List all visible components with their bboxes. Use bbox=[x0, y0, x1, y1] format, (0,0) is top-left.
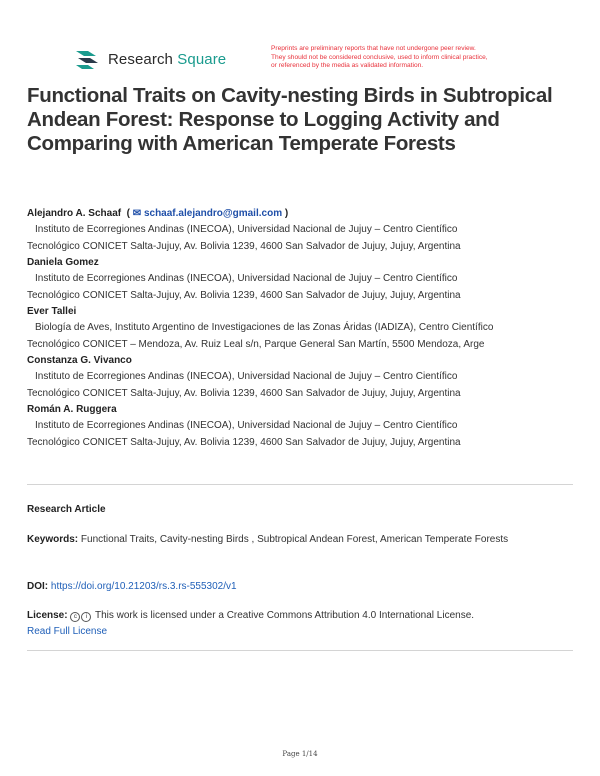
page-number: Page 1/14 bbox=[282, 750, 318, 758]
author-name: Román A. Ruggera bbox=[27, 404, 117, 415]
read-full-license-link[interactable]: Read Full License bbox=[27, 626, 108, 637]
paper-title: Functional Traits on Cavity-nesting Birds in Subtropical Andean Forest: Response to Logging Activity and Comparing with American Temperate Forests bbox=[27, 84, 553, 155]
cc-by-icon: i bbox=[81, 612, 91, 622]
author-affiliation: Biología de Aves, Instituto Argentino de Investigaciones de las Zonas Áridas (IADIZA), Centro Científico Tecnológico CONICET – Mendoza, Av. Ruiz Leal s/n, Parque General San Martín, 5500 Mendoza, Arge bbox=[27, 322, 494, 350]
section-divider bbox=[27, 484, 573, 485]
keywords-label: Keywords: bbox=[27, 534, 79, 545]
license-text: This work is licensed under a Creative Commons Attribution 4.0 International License. bbox=[94, 610, 475, 621]
article-type: Research Article bbox=[27, 504, 106, 515]
author-affiliation: Instituto de Ecorregiones Andinas (INECOA), Universidad Nacional de Jujuy – Centro Científico Tecnológico CONICET Salta-Jujuy, Av. Bolivia 1239, 4600 San Salvador de Jujuy, Jujuy, Argentina bbox=[27, 273, 461, 301]
author-name: Daniela Gomez bbox=[27, 257, 99, 268]
author-block bbox=[27, 353, 577, 402]
research-square-logo-icon bbox=[74, 48, 100, 70]
section-divider bbox=[27, 650, 573, 651]
license-label: License: bbox=[27, 610, 68, 621]
email-icon: ✉ bbox=[132, 208, 142, 219]
logo-text: Research Square bbox=[108, 50, 227, 68]
author-block bbox=[27, 304, 577, 353]
author-affiliation: Instituto de Ecorregiones Andinas (INECOA), Universidad Nacional de Jujuy – Centro Científico Tecnológico CONICET Salta-Jujuy, Av. Bolivia 1239, 4600 San Salvador de Jujuy, Jujuy, Argentina bbox=[27, 420, 461, 448]
author-block bbox=[27, 402, 577, 451]
license-section bbox=[27, 608, 573, 640]
author-name: Constanza G. Vivanco bbox=[27, 355, 132, 366]
author-block: Alejandro A. Schaaf ( ✉ schaaf.alejandro@gmail.com ) Instituto de Ecorregiones Andinas (INECOA), Universidad Nacional de Jujuy – Centro Científico Tecnológico CONICET Salta-Jujuy, Av. Bolivia 1239, 4600 San Salvador de Jujuy, Jujuy, Argentina bbox=[27, 206, 577, 255]
author-name: Alejandro A. Schaaf bbox=[27, 208, 122, 219]
author-affiliation: Instituto de Ecorregiones Andinas (INECOA), Universidad Nacional de Jujuy – Centro Científico Tecnológico CONICET Salta-Jujuy, Av. Bolivia 1239, 4600 San Salvador de Jujuy, Jujuy, Argentina bbox=[27, 371, 461, 399]
doi-link[interactable]: https://doi.org/10.21203/rs.3.rs-555302/v1 bbox=[50, 581, 237, 592]
cc-icon: c bbox=[70, 612, 80, 622]
keywords-text: Functional Traits, Cavity-nesting Birds , Subtropical Andean Forest, American Temperate Forests bbox=[80, 534, 509, 545]
author-affiliation: Instituto de Ecorregiones Andinas (INECOA), Universidad Nacional de Jujuy – Centro Científico Tecnológico CONICET Salta-Jujuy, Av. Bolivia 1239, 4600 San Salvador de Jujuy, Jujuy, Argentina bbox=[27, 224, 461, 252]
doi-label: DOI: bbox=[27, 581, 49, 592]
author-list bbox=[27, 206, 577, 451]
keywords-section bbox=[27, 532, 573, 548]
author-block bbox=[27, 255, 577, 304]
preprint-notice: Preprints are preliminary reports that have not undergone peer review. They should not be considered conclusive, used to inform clinical practice, or referenced by the media as validated information. bbox=[271, 45, 488, 70]
author-email-link[interactable]: schaaf.alejandro@gmail.com bbox=[143, 208, 283, 219]
author-name: Ever Tallei bbox=[27, 306, 77, 317]
doi-section bbox=[27, 579, 573, 595]
research-square-logo[interactable] bbox=[74, 48, 226, 70]
